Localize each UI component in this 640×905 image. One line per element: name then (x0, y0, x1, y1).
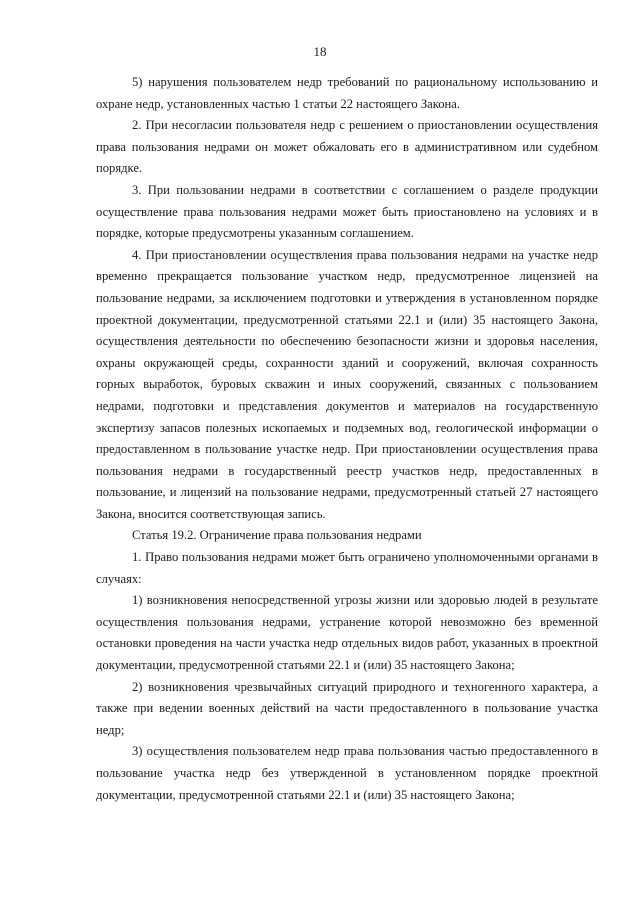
paragraph-restriction-cases: 1. Право пользования недрами может быть ограничено уполномоченными органами в случаях: (96, 550, 598, 586)
list-item-threat-to-life: 1) возникновения непосредственной угрозы жизни или здоровью людей в результате осуществления пользования недрами, устранение которой невозможно без временной остановки проведения на части участка недр отдельных видов работ, указанных в проектной документации, предусмотренной статьями 22.1 и (или) 35 настоящего Закона; (96, 593, 598, 673)
paragraph-item-5-violation: 5) нарушения пользователем недр требований по рациональному использованию и охране недр, установленных частью 1 статьи 22 настоящего Закона. (96, 75, 598, 111)
list-item-no-project-docs: 3) осуществления пользователем недр права пользования частью предоставленного в пользование участка недр без утвержденной в установленном порядке проектной документации, предусмотренной статьями 22.1 и (или) 35 настоящего Закона; (96, 744, 598, 802)
article-heading: Статья 19.2. Ограничение права пользования недрами (132, 528, 422, 543)
document-body (96, 72, 598, 806)
paragraph-suspension-effects: 4. При приостановлении осуществления права пользования недрами на участке недр временно прекращается пользование участком недр, предусмотренное лицензией на пользование недрами, за исключением подготовки и утверждения в установленном порядке проектной документации, предусмотренной статьями 22.1 и (или) 35 настоящего Закона, осуществления деятельности по обеспечению безопасности жизни и здоровья населения, охраны окружающей среды, сохранности зданий и сооружений, включая сохранность горных выработок, буровых скважин и иных сооружений, связанных с пользованием недрами, подготовки и представления документов и материалов на государственную экспертизу запасов полезных ископаемых и подземных вод, геологической информации о предоставленном в пользование участке недр. При приостановлении осуществления права пользования недрами в государственный реестр участков недр, предоставленных в пользование, и лицензий на пользование недрами, предусмотренный статьей 27 настоящего Закона, вносится соответствующая запись. (96, 247, 598, 521)
paragraph-psa-suspension: 3. При пользовании недрами в соответствии с соглашением о разделе продукции осуществление права пользования недрами может быть приостановлено на условиях и в порядке, которые предусмотрены указанным соглашением. (96, 182, 598, 241)
list-item-emergency: 2) возникновения чрезвычайных ситуаций природного и техногенного характера, а также при ведении военных действий на части предоставленного в пользование участка недр; (96, 679, 598, 737)
paragraph-appeal: 2. При несогласии пользователя недр с решением о приостановлении осуществления права пользования недрами он может обжаловать его в административном или судебном порядке. (96, 118, 598, 176)
page-number: 18 (313, 44, 327, 59)
